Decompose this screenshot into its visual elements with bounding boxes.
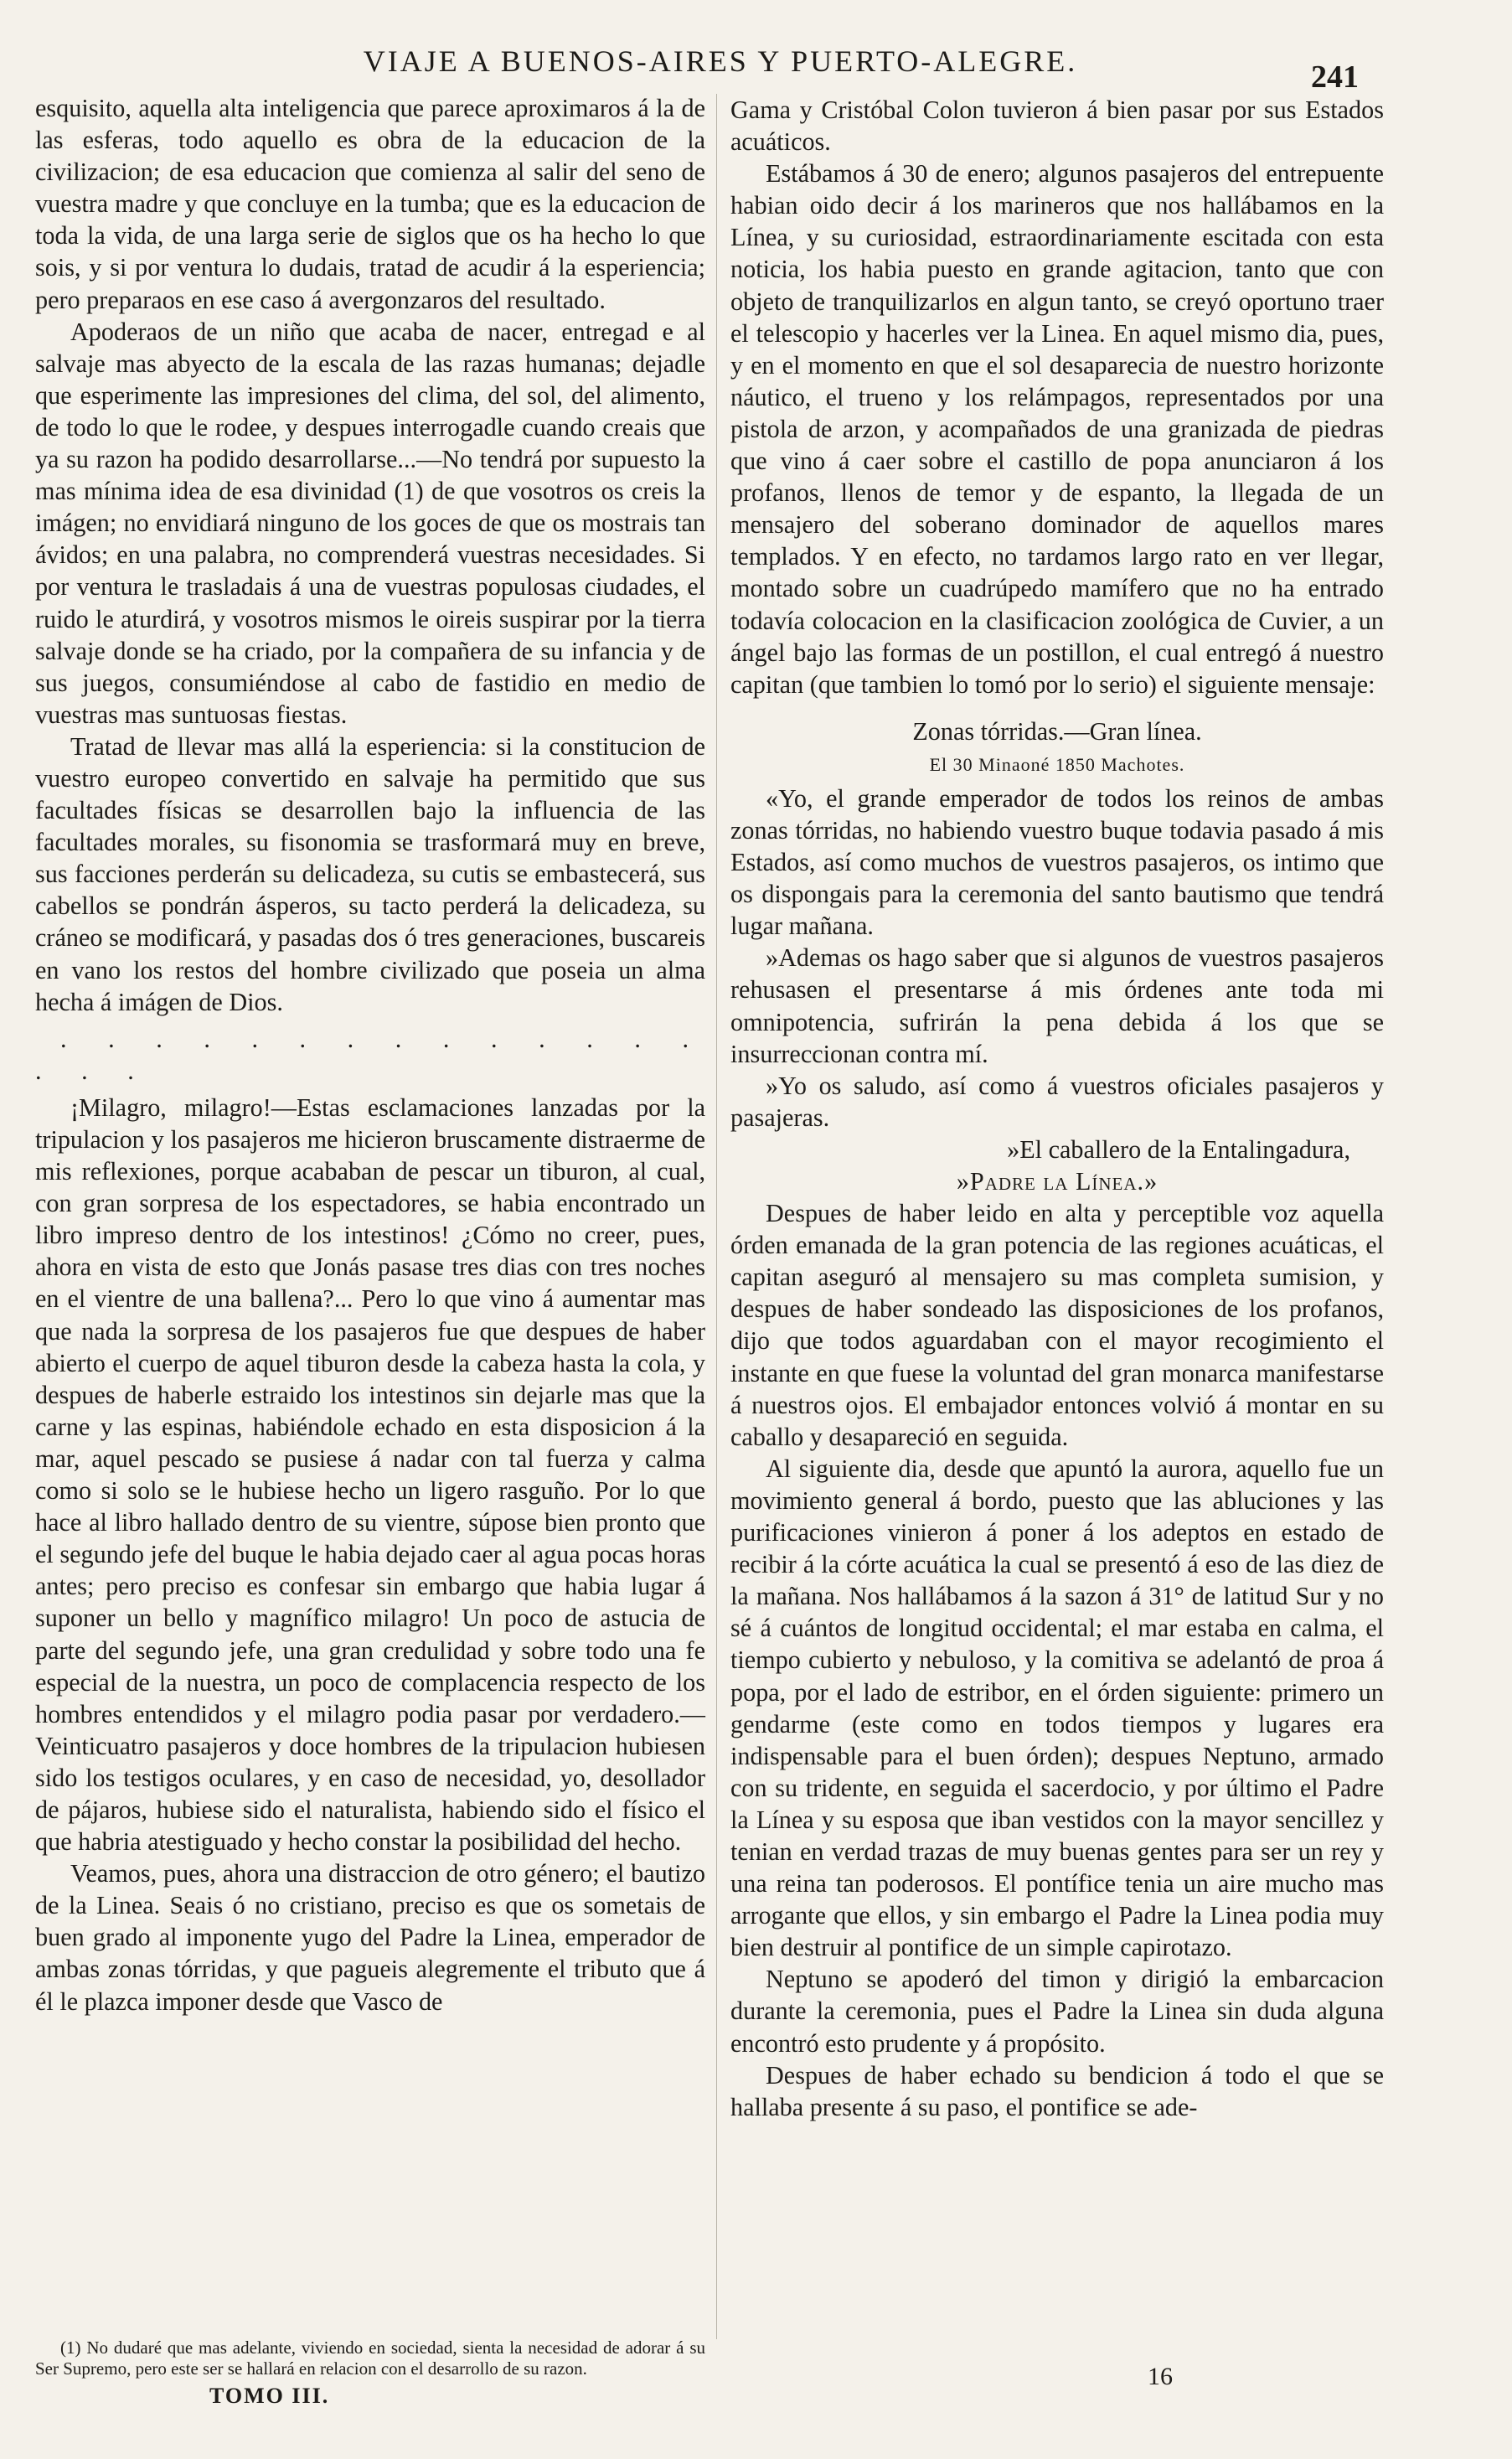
paragraph: esquisito, aquella alta inteligencia que parece aproximaros á la de las esferas, todo aquello es obra de la educacion de la civilizacion; de esa educacion que comienza al salir del seno de vuestra madre y que concluye en la tumba; que es la educacion de toda la vida, de una larga serie de siglos que os ha hecho lo que sois, y si por ventura lo dudais, tratad de acudir á la esperiencia; pero preparaos en ese caso á avergonzaros del resultado. — [35, 94, 705, 314]
paragraph: Al siguiente dia, desde que apuntó la aurora, aquello fue un movimiento general á bordo, puesto que las abluciones y las purificaciones vinieron á poner á los adeptos en estado de recibir á la córte acuática la cual se presentó á eso de las diez de la mañana. Nos hallábamos á la sazon á 31° de latitud Sur y no sé á cuántos de longitud occidental; el mar estaba en calma, el tiempo cubierto y nebuloso, y la comitiva se adelantó de proa á popa, por el lado de estribor, en el órden siguiente: primero un gendarme (este como en todos tiempos y lugares era indispensable para el buen órden); despues Neptuno, armado con su tridente, en seguida el sacerdocio, y por último el Padre la Línea y su esposa que iban vestidos con la mayor sencillez y tenian en verdad trazas de muy buenas gentes para ser un rey y una reina tan poderosos. El pontífice tenia un aire mucho mas arrogante que ellos, y sin embargo el Padre la Linea podia muy bien destruir al pontifice de un simple capirotazo. — [730, 1454, 1384, 1962]
page-number: 241 — [1311, 59, 1359, 95]
letter-paragraph: »Yo os saludo, así como á vuestros oficiales pasajeros y pasajeras. — [730, 1071, 1384, 1132]
letter-date: El 30 Minaoné 1850 Machotes. — [929, 753, 1185, 775]
right-column — [730, 94, 1384, 2123]
letter-paragraph: «Yo, el grande emperador de todos los reinos de ambas zonas tórridas, no habiendo vuestro buque todavia pasado á mis Estados, así como muchos de vuestros pasajeros, os intimo que os dispongais para la ceremonia del santo bautismo que tendrá lugar mañana. — [730, 783, 1384, 941]
volume-mark: TOMO III. — [209, 2384, 330, 2408]
signature-line: »El caballero de la Entalingadura, — [1007, 1134, 1350, 1164]
ellipsis-dots: . . . . . . . . . . . . . . . . . — [35, 1024, 705, 1085]
letter-title: Zonas tórridas.—Gran línea. — [912, 716, 1202, 746]
letter-paragraph: »Ademas os hago saber que si algunos de vuestros pasajeros rehusasen el presentarse á mis órdenes ante toda mi omnipotencia, sufrirán la pena debida á los que se insurreccionan contra mí. — [730, 943, 1384, 1068]
signature-name: »Padre la Línea.» — [956, 1167, 1159, 1196]
paragraph: Veamos, pues, ahora una distraccion de otro género; el bautizo de la Linea. Seais ó no cristiano, preciso es que os sometais de buen grado al imponente yugo del Padre la Linea, emperador de ambas zonas tórridas, y que pagueis alegremente el tributo que á él le plazca imponer desde que Vasco de — [35, 1859, 705, 2016]
paragraph: Estábamos á 30 de enero; algunos pasajeros del entrepuente habian oido decir á los marineros que nos hallábamos en la Línea, y su curiosidad, estraordinariamente escitada con esta noticia, los habia puesto en grande agitacion, tanto que con objeto de tranquilizarlos en algun tanto, se creyó oportuno traer el telescopio y hacerles ver la Linea. En aquel mismo dia, pues, y en el momento en que el sol desaparecia de nuestro horizonte náutico, el trueno y los relámpagos, representados por una pistola de arzon, y acompañados de una granizada de piedras que vino á caer sobre el castillo de popa anunciaron á los profanos, llenos de temor y de espanto, la llegada de un mensajero del soberano dominador de aquellos mares templados. Y en efecto, no tardamos largo rato en ver llegar, montado sobre un cuadrúpedo mamífero que no ha entrado todavía colocacion en la clasificacion zoológica de Cuvier, a un ángel bajo las formas de un postillon, el cual entregó á nuestro capitan (que tambien lo tomó por lo serio) el siguiente mensaje: — [730, 159, 1384, 699]
running-title: VIAJE A BUENOS-AIRES Y PUERTO-ALEGRE. — [363, 44, 1078, 78]
paragraph: Despues de haber echado su bendicion á todo el que se hallaba presente á su paso, el pontifice se ade- — [730, 2060, 1384, 2121]
paragraph: Gama y Cristóbal Colon tuvieron á bien pasar por sus Estados acuáticos. — [730, 96, 1384, 157]
signature-mark: 16 — [1148, 2363, 1173, 2390]
paragraph: Tratad de llevar mas allá la esperiencia: si la constitucion de vuestro europeo convertido en salvaje ha permitido que sus facultades físicas se desarrollen bajo la influencia de las facultades morales, su fisonomia se trasformará muy en breve, sus facciones perderán su delicadeza, su cutis se embastecerá, sus cabellos se pondrán ásperos, su tacto perderá la delicadeza, su cráneo se modificará, y pasadas dos ó tres generaciones, buscareis en vano los restos del hombre civilizado que poseia un alma hecha á imágen de Dios. — [35, 731, 705, 1016]
paragraph: ¡Milagro, milagro!—Estas esclamaciones lanzadas por la tripulacion y los pasajeros me hicieron bruscamente distraerme de mis reflexiones, porque acababan de pescar un tiburon, al cual, con gran sorpresa de los espectadores, se habia encontrado un libro impreso dentro de los intestinos! ¿Cómo no creer, pues, ahora en vista de esto que Jonás pasase tres dias con tres noches en el vientre de una ballena?... Pero lo que vino á aumentar mas que nada la sorpresa de los pasajeros fue que despues de haber abierto el cuerpo de aquel tiburon desde la cabeza hasta la cola, y despues de haberle estraido los intestinos sin dejarle mas que la carne y las espinas, habiéndole echado en esta disposicion á la mar, aquel pescado se pusiese á nadar con tal fuerza y calma como si solo se le hubiese hecho un ligero rasguño. Por lo que hace al libro hallado dentro de su vientre, súpose bien pronto que el segundo jefe del buque le habia dejado caer al agua pocas horas antes; pero preciso es confesar sin embargo que habia lugar á suponer un bello y magnífico milagro! Un poco de astucia de parte del segundo jefe, una gran credulidad y sobre todo una fe especial de la nuestra, un poco de complacencia respecto de los hombres entendidos y el milagro podia pasar por verdadero.—Veinticuatro pasajeros y doce hombres de la tripulacion hubiesen sido los testigos oculares, y en caso de necesidad, yo, desollador de pájaros, hubiese sido el naturalista, habiendo sido el físico el que habria atestiguado y hecho constar la posibilidad del hecho. — [35, 1093, 705, 1857]
paragraph: Neptuno se apoderó del timon y dirigió la embarcacion durante la ceremonia, pues el Padre la Linea sin duda alguna encontró esto prudente y á propósito. — [730, 1965, 1384, 2058]
column-divider — [716, 94, 717, 2339]
footnote-text: (1) No dudaré que mas adelante, viviendo en sociedad, sienta la necesidad de adorar á su Ser Supremo, pero este ser se hallará en relacion con el desarrollo de su razon. — [35, 2338, 705, 2379]
paragraph: Apoderaos de un niño que acaba de nacer, entregad e al salvaje mas abyecto de la escala de las razas humanas; dejadle que esperimente las impresiones del clima, del sol, del alimento, de todo lo que le rodee, y despues interrogadle cuando creais que ya su razon ha podido desarrollarse...—No tendrá por supuesto la mas mínima idea de esa divinidad (1) de que vosotros os creis la imágen; no envidiará ninguno de los goces de que os mostrais tan ávidos; en una palabra, no comprenderá vuestras necesidades. Si por ventura le trasladais á una de vuestras populosas ciudades, el ruido le aturdirá, y vosotros mismos le oireis suspirar por la tierra salvaje donde se ha criado, por la compañera de su infancia y de sus juegos, consumiéndose al cabo de fastidio en medio de vuestras mas suntuosas fiestas. — [35, 317, 705, 729]
left-column — [35, 92, 705, 2017]
paragraph: Despues de haber leido en alta y perceptible voz aquella órden emanada de la gran potencia de las regiones acuáticas, el capitan aseguró al mensajero su mas completa sumision, y despues de haber sondeado las disposiciones de los profanos, dijo que todos aguardaban con el mayor recogimiento el instante en que fuese la voluntad del gran monarca manifestarse á nuestros ojos. El embajador entonces volvió á montar en su caballo y desapareció en seguida. — [730, 1199, 1384, 1451]
footnote — [35, 2338, 705, 2379]
